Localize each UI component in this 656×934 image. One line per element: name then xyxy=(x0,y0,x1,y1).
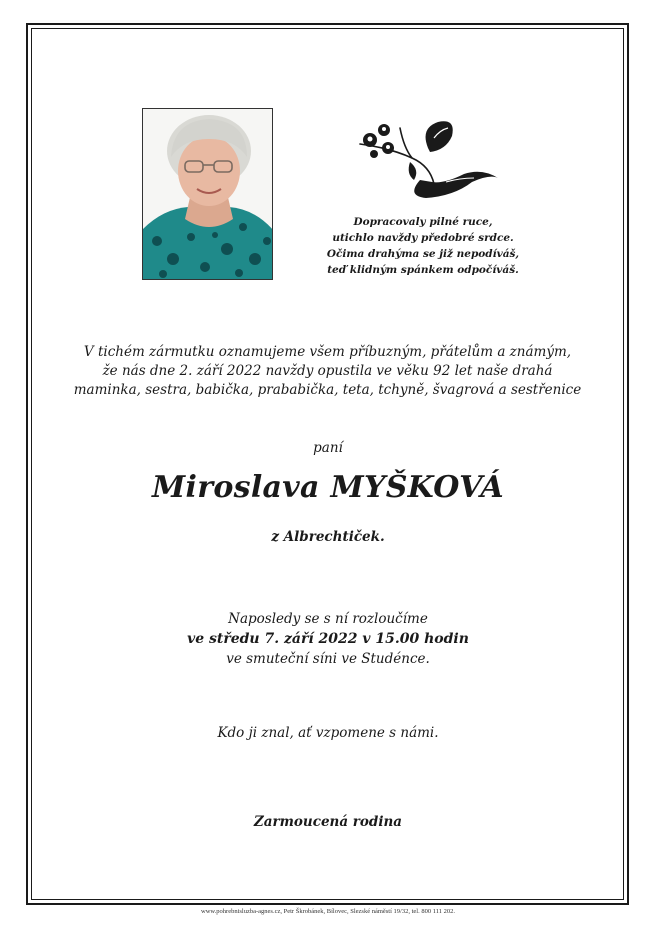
funeral-service-footer: www.pohrebnisluzba-agnes.cz, Petr Škrobánek, Bílovec, Slezské náměstí 19/32, tel. 800 111 202. xyxy=(201,908,455,915)
announcement-line: V tichém zármutku oznamujeme všem příbuzným, přátelům a známým, xyxy=(83,344,572,360)
farewell-place: ve smuteční síni ve Studénce. xyxy=(226,651,430,667)
poem xyxy=(318,214,528,278)
rose-ornament xyxy=(350,118,500,202)
announcement-line: že nás dne 2. září 2022 navždy opustila ve věku 92 let naše drahá xyxy=(102,363,553,379)
farewell-details xyxy=(0,609,656,669)
honorific: paní xyxy=(313,440,343,456)
poem-line: Očima drahýma se již nepodíváš, xyxy=(326,248,520,260)
inner-border xyxy=(31,28,624,900)
hometown: z Albrechtiček. xyxy=(271,529,385,545)
deceased-name: Miroslava MYŠKOVÁ xyxy=(152,470,504,505)
remember-line: Kdo ji znal, ať vzpomene s námi. xyxy=(217,725,439,741)
announcement-line: maminka, sestra, babička, prababička, teta, tchyně, švagrová a sestřenice xyxy=(73,382,582,398)
poem-line: Dopracovaly pilné ruce, xyxy=(353,216,493,228)
poem-line: teď klidným spánkem odpočíváš. xyxy=(327,264,519,276)
farewell-date: ve středu 7. září 2022 v 15.00 hodin xyxy=(187,631,469,647)
portrait-photo xyxy=(142,108,273,280)
farewell-line: Naposledy se s ní rozloučíme xyxy=(228,611,428,627)
poem-line: utichlo navždy předobré srdce. xyxy=(332,232,514,244)
announcement-text xyxy=(60,343,595,400)
family-signature: Zarmoucená rodina xyxy=(253,814,403,830)
